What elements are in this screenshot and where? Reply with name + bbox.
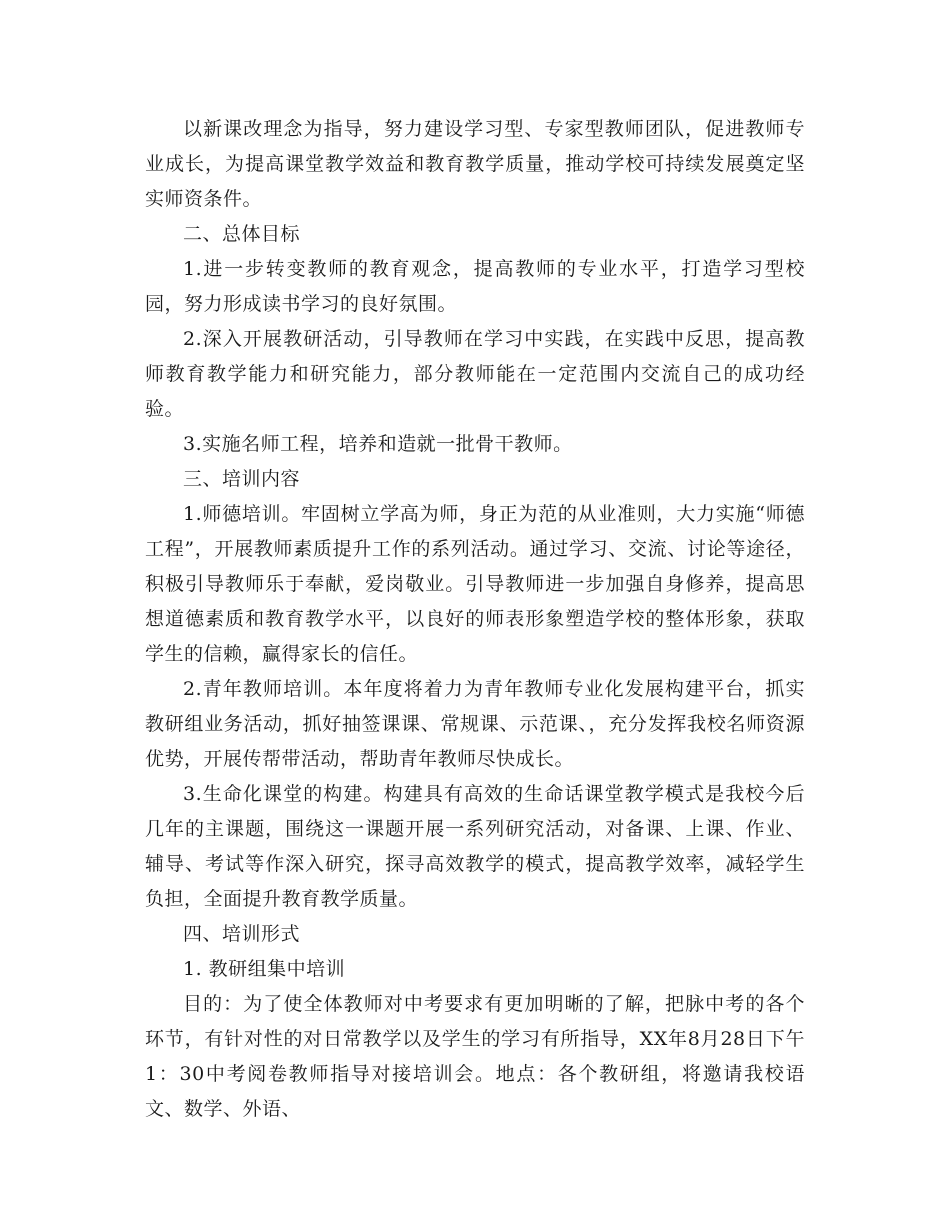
document-body bbox=[145, 112, 805, 1127]
goal-item-2: 2.深入开展教研活动，引导教师在学习中实践，在实践中反思，提高教师教育教学能力和研究能力，部分教师能在一定范围内交流自己的成功经验。 bbox=[145, 328, 805, 420]
subheading-group-training: 1. 教研组集中培训 bbox=[183, 958, 346, 980]
section-heading-training-format: 四、培训形式 bbox=[183, 923, 301, 945]
content-item-2: 2.青年教师培训。本年度将着力为青年教师专业化发展构建平台，抓实教研组业务活动，抓好抽签课课、常规课、示范课、，充分发挥我校名师资源优势，开展传帮带活动，帮助青年教师尽快成长。 bbox=[145, 678, 805, 770]
section-heading-training-content: 三、培训内容 bbox=[183, 468, 301, 490]
goal-item-3: 3.实施名师工程，培养和造就一批骨干教师。 bbox=[183, 433, 573, 455]
goal-item-1: 1.进一步转变教师的教育观念，提高教师的专业水平，打造学习型校园，努力形成读书学习的良好氛围。 bbox=[145, 258, 805, 315]
paragraph-purpose: 目的：为了使全体教师对中考要求有更加明晰的了解，把脉中考的各个环节，有针对性的对日常教学以及学生的学习有所指导，XX年8月28日下午1：30中考阅卷教师指导对接培训会。地点：各个教研组，将邀请我校语文、数学、外语、 bbox=[145, 993, 805, 1120]
content-item-3: 3.生命化课堂的构建。构建具有高效的生命话课堂教学模式是我校今后几年的主课题，围绕这一课题开展一系列研究活动，对备课、上课、作业、辅导、考试等作深入研究，探寻高效教学的模式，提高教学效率，减轻学生负担，全面提升教育教学质量。 bbox=[145, 783, 805, 910]
paragraph-intro: 以新课改理念为指导，努力建设学习型、专家型教师团队，促进教师专业成长，为提高课堂教学效益和教育教学质量，推动学校可持续发展奠定坚实师资条件。 bbox=[145, 118, 805, 210]
section-heading-overall-goals: 二、总体目标 bbox=[183, 223, 301, 245]
content-item-1: 1.师德培训。牢固树立学高为师，身正为范的从业准则，大力实施“师德工程”，开展教师素质提升工作的系列活动。通过学习、交流、讨论等途径，积极引导教师乐于奉献，爱岗敬业。引导教师进一步加强自身修养，提高思想道德素质和教育教学水平，以良好的师表形象塑造学校的整体形象，获取学生的信赖，赢得家长的信任。 bbox=[145, 503, 805, 665]
